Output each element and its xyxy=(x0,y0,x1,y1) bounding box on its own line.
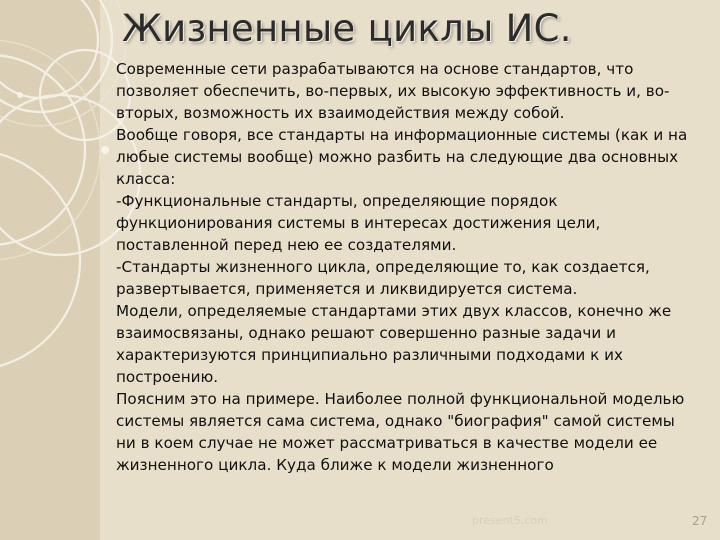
body-paragraph: -Функциональные стандарты, определяющие порядок функционирования системы в интересах достижения цели, поставленной перед нею ее создателями. xyxy=(116,192,601,254)
slide-title: Жизненные циклы ИС. xyxy=(122,7,572,50)
body-paragraph: Современные сети разрабатываются на основе стандартов, что позволяет обеспечить, во-первых, их высокую эффективность и, во-вторых, возможность их взаимодействия между собой. xyxy=(116,60,670,122)
body-paragraph: Поясним это на примере. Наиболее полной функциональной моделью системы является сама система, однако "биография" самой системы ни в коем случае не может рассматриваться в качестве модели ее жизненного цикла. Куда ближе к модели жизненного xyxy=(116,390,685,474)
footer-watermark: present5.com xyxy=(472,514,548,527)
slide-number: 27 xyxy=(692,514,708,528)
body-paragraph: -Стандарты жизненного цикла, определяющие то, как создается, развертывается, применяется и ликвидируется система. xyxy=(116,258,650,298)
body-paragraph: Вообще говоря, все стандарты на информационные системы (как и на любые системы вообще) можно разбить на следующие два основных класса: xyxy=(116,126,688,188)
slide-body xyxy=(116,58,696,476)
body-paragraph: Модели, определяемые стандартами этих двух классов, конечно же взаимосвязаны, однако решают совершенно разные задачи и характеризуются принципиально различными подходами к их построению. xyxy=(116,302,672,386)
